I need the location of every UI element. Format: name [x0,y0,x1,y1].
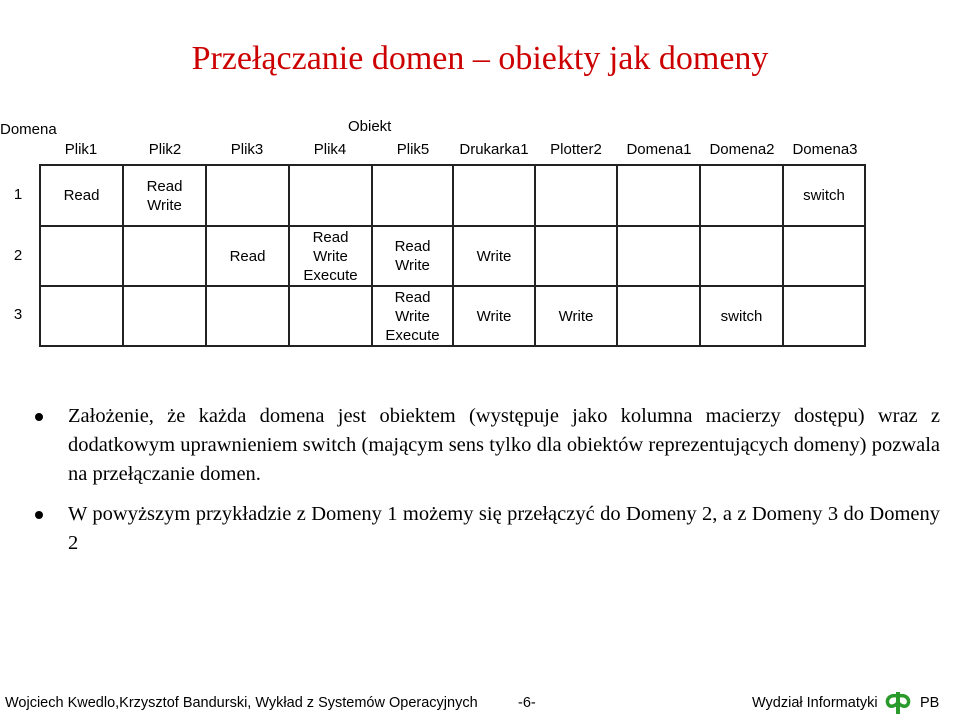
footer-authors: Wojciech Kwedlo,Krzysztof Bandurski, Wykład z Systemów Operacyjnych [5,695,478,711]
grid-line [39,345,866,347]
cell-r2-plik3: Read [229,247,266,265]
column-header: Drukarka1 [459,141,529,158]
column-header: Plik4 [313,141,347,158]
matrix-object-label: Obiekt [348,118,392,135]
faculty-logo-icon [883,691,913,715]
cell-r1-domena3: switch [803,187,845,204]
cell-r1-plik2: Read Write [146,177,183,214]
cell-r2-drukarka1: Write [476,247,512,265]
bullet-dot-icon [35,511,43,519]
column-header: Plik3 [230,141,264,158]
column-header: Plik5 [396,141,430,158]
cell-r2-plik5: Read Write [394,238,431,274]
grid-line [864,164,866,347]
cell-r3-domena2: switch [720,307,763,325]
cell-r3-drukarka1: Write [476,307,512,325]
footer-faculty: Wydział Informatyki [752,695,878,711]
footer-university: PB [920,695,940,711]
slide-footer [0,690,960,716]
bullet-item: W powyższym przykładzie z Domeny 1 możemy się przełączyć do Domeny 2, a z Domeny 3 do Domeny 2 [30,500,940,558]
bullet-dot-icon [35,413,43,421]
column-header: Domena1 [626,141,692,158]
grid-line [616,164,618,347]
column-header: Domena2 [709,141,775,158]
matrix-corner-label: Domena [0,121,57,138]
row-header: 3 [13,306,23,323]
slide-title: Przełączanie domen – obiekty jak domeny [191,40,769,77]
column-header: Plik1 [64,141,98,158]
cell-r2-plik4: Read Write Execute [303,228,358,284]
column-header: Plotter2 [550,141,602,158]
row-header: 1 [13,186,23,203]
cell-r1-plik1: Read [63,187,100,204]
cell-r3-plotter2: Write [558,307,594,325]
row-header: 2 [13,247,23,264]
grid-line [39,225,866,227]
column-header: Plik2 [148,141,182,158]
bullet-item: Założenie, że każda domena jest obiektem (występuje jako kolumna macierzy dostępu) wraz z dodatkowym uprawnieniem switch (mającym sens tylko dla obiektów reprezentujących domeny) pozwala na przełączanie domen. [30,402,940,489]
bullet-list [30,402,940,569]
page-number: -6- [518,695,536,711]
column-header: Domena3 [792,141,858,158]
cell-r3-plik5: Read Write Execute [385,288,440,344]
